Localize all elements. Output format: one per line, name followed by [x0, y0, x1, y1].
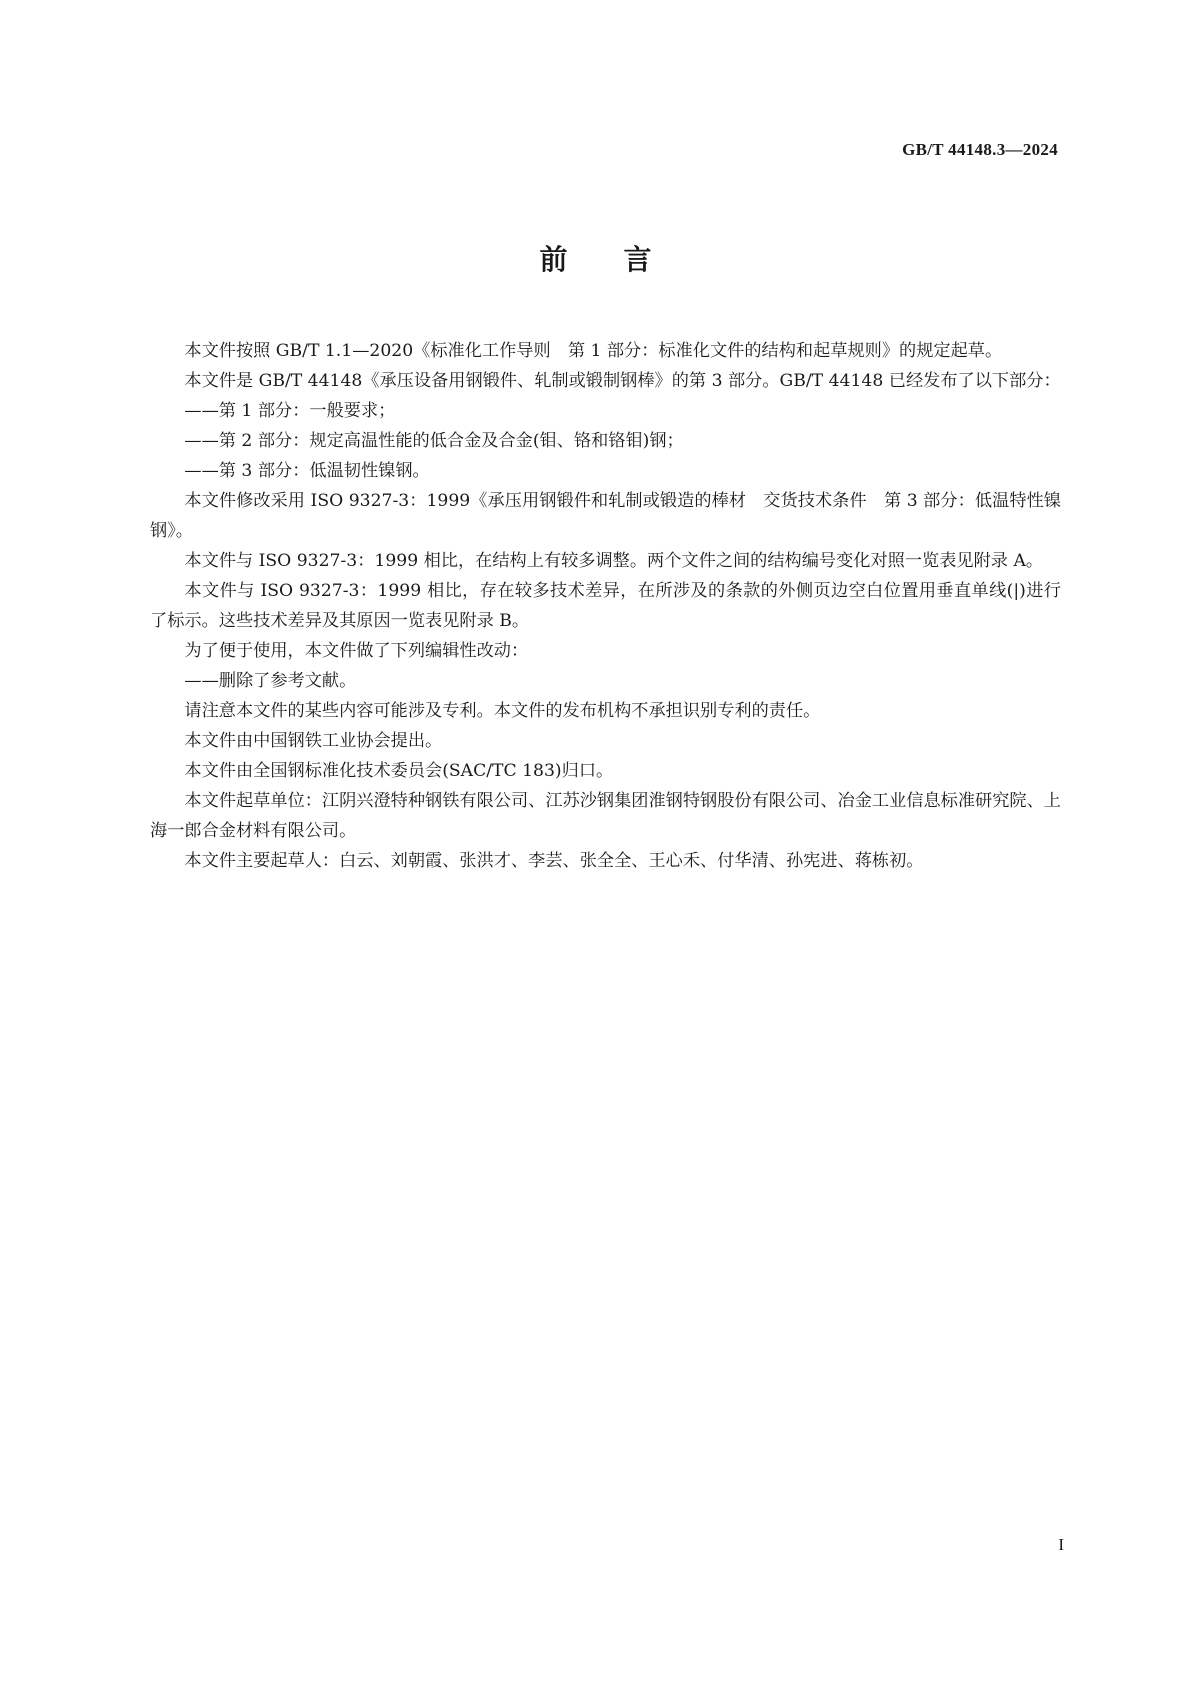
standard-number: GB/T 44148.3—2024 [902, 140, 1058, 159]
paragraph-technical-differences: 本文件与 ISO 9327-3：1999 相比，存在较多技术差异，在所涉及的条款的外侧页边空白位置用垂直单线(|)进行了标示。这些技术差异及其原因一览表见附录 B。 [150, 581, 1061, 631]
paragraph-iso-adoption: 本文件修改采用 ISO 9327-3：1999《承压用钢锻件和轧制或锻造的棒材 交货技术条件 第 3 部分：低温特性镍钢》。 [150, 491, 1061, 541]
list-item-references-removed: ——删除了参考文献。 [184, 671, 357, 691]
paragraph-drafters: 本文件主要起草人：白云、刘朝霞、张洪才、李芸、张全全、王心禾、付华清、孙宪进、蒋栋初。 [184, 851, 924, 871]
paragraph-administered-by: 本文件由全国钢标准化技术委员会(SAC/TC 183)归口。 [184, 761, 614, 781]
paragraph-editorial-changes: 为了便于使用，本文件做了下列编辑性改动： [184, 641, 529, 661]
paragraph-drafting-rules: 本文件按照 GB/T 1.1—2020《标准化工作导则 第 1 部分：标准化文件的结构和起草规则》的规定起草。 [184, 341, 1003, 361]
paragraph-patent-notice: 请注意本文件的某些内容可能涉及专利。本文件的发布机构不承担识别专利的责任。 [184, 701, 821, 721]
paragraph-proposed-by: 本文件由中国钢铁工业协会提出。 [184, 731, 443, 751]
paragraph-drafting-organizations: 本文件起草单位：江阴兴澄特种钢铁有限公司、江苏沙钢集团淮钢特钢股份有限公司、冶金工业信息标准研究院、上海一郎合金材料有限公司。 [150, 791, 1061, 841]
list-item-part-1: ——第 1 部分：一般要求； [184, 401, 396, 421]
list-item-part-3: ——第 3 部分：低温韧性镍钢。 [184, 461, 430, 481]
list-item-part-2: ——第 2 部分：规定高温性能的低合金及合金(钼、铬和铬钼)钢； [184, 431, 684, 451]
foreword-body [150, 336, 1061, 876]
page-number: I [1058, 1535, 1064, 1554]
page-title-char-1: 前 [539, 243, 568, 276]
paragraph-structure-changes: 本文件与 ISO 9327-3：1999 相比，在结构上有较多调整。两个文件之间的结构编号变化对照一览表见附录 A。 [184, 551, 1044, 571]
paragraph-series-parts: 本文件是 GB/T 44148《承压设备用钢锻件、轧制或锻制钢棒》的第 3 部分。GB/T 44148 已经发布了以下部分： [184, 371, 1061, 391]
page-title [0, 238, 1191, 278]
page-title-char-2: 言 [623, 243, 652, 276]
